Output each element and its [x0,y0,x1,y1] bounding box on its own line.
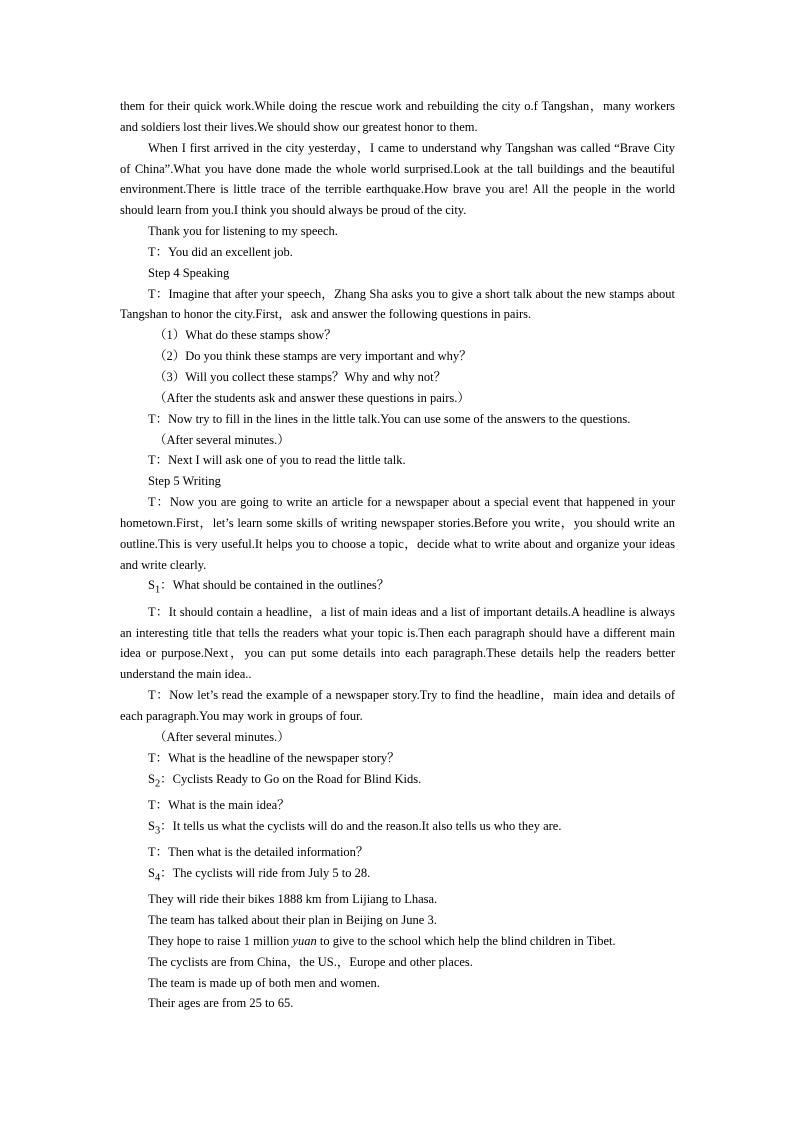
paragraph [120,221,675,242]
text-run: T：Now try to fill in the lines in the little talk.You can use some of the answers to the questions. [148,411,631,426]
text-run: The team is made up of both men and women. [148,975,380,990]
text-run: T：It should contain a headline，a list of main ideas and a list of important details.A headline is always an interesting title that tells the readers what your topic is.Then each paragraph should have a different main idea or purpose.Next，you can put some details into each paragraph.These details help the readers better understand the main idea.. [120,604,675,682]
text-run: When I first arrived in the city yesterday，I came to understand why Tangshan was called “Brave City of China”.What you have done made the whole world surprised.Look at the tall buildings and the beautiful environment.There is little trace of the terrible earthquake.How brave you are! All the people in the world should learn from you.I think you should always be proud of the city. [120,140,675,218]
text-run: T：Imagine that after your speech，Zhang Sha asks you to give a short talk about the new stamps about Tangshan to honor the city.First，ask and answer the following questions in pairs. [120,286,675,322]
text-run: ：The cyclists will ride from July 5 to 28. [160,865,371,880]
paragraph [120,346,675,367]
text-run: T：What is the main idea？ [148,797,290,812]
paragraph [120,931,675,952]
paragraph [120,388,675,409]
text-run: S [148,578,155,593]
paragraph [120,727,675,748]
text-run: Their ages are from 25 to 65. [148,996,294,1011]
text-run: T：You did an excellent job. [148,244,293,259]
text-run: Step 5 Writing [148,474,221,489]
paragraph [120,973,675,994]
paragraph [120,769,675,795]
text-run: S [148,818,155,833]
paragraph [120,325,675,346]
speaker-subscript: 3 [154,825,161,837]
paragraph [120,96,675,138]
text-run: The team has talked about their plan in Beijing on June 3. [148,913,437,928]
text-run: T：Now you are going to write an article for a newspaper about a special event that happened in your hometown.First，let’s learn some skills of writing newspaper stories.Before you write，you should write an outline.This is very useful.It helps you to choose a topic，decide what to write about and organize your ideas and write clearly. [120,495,675,572]
text-run: （After the students ask and answer these questions in pairs.） [154,390,470,405]
text-run: them for their quick work.While doing the rescue work and rebuilding the city o.f Tangshan，many workers and soldiers lost their lives.We should show our greatest honor to them. [120,99,675,134]
paragraph [120,284,675,326]
paragraph [120,430,675,451]
speaker-subscript: 4 [154,872,161,884]
paragraph [120,138,675,221]
text-run: ：Cyclists Ready to Go on the Road for Blind Kids. [160,771,422,786]
text-run: T：Now let’s read the example of a newspaper story.Try to find the headline，main idea and details of each paragraph.You may work in groups of four. [120,688,675,723]
paragraph [120,242,675,263]
text-run: T：What is the headline of the newspaper story？ [148,750,400,765]
italic-text: yuan [292,933,317,948]
text-run: They hope to raise 1 million [148,933,293,948]
text-run: to give to the school which help the blind children in Tibet. [316,933,616,948]
paragraph [120,795,675,816]
text-run: ：What should be contained in the outlines？ [160,578,390,593]
paragraph [120,889,675,910]
paragraph [120,816,675,842]
paragraph [120,602,675,685]
paragraph [120,910,675,931]
paragraph [120,492,675,575]
paragraph [120,952,675,973]
text-run: Thank you for listening to my speech. [148,224,338,239]
paragraph [120,409,675,430]
speaker-subscript: 2 [154,778,161,789]
text-run: （1）What do these stamps show？ [154,328,337,343]
paragraph [120,575,675,601]
text-run: （2）Do you think these stamps are very important and why？ [154,349,472,364]
text-run: The cyclists are from China，the US.，Europe and other places. [148,954,473,969]
text-run: ：It tells us what the cyclists will do and the reason.It also tells us who they are. [160,818,562,833]
text-run: S [148,771,155,786]
paragraph [120,748,675,769]
text-run: （3）Will you collect these stamps？Why and why not？ [154,369,447,384]
paragraph [120,471,675,492]
text-run: T：Then what is the detailed information？ [148,845,369,860]
paragraph [120,685,675,727]
paragraph [120,367,675,388]
speaker-subscript: 1 [154,584,161,596]
text-run: They will ride their bikes 1888 km from Lijiang to Lhasa. [148,892,438,907]
text-run: Step 4 Speaking [148,265,230,280]
paragraph [120,263,675,284]
paragraph [120,993,675,1014]
text-run: T：Next I will ask one of you to read the little talk. [148,453,406,468]
paragraph [120,863,675,889]
text-run: S [148,865,155,880]
document-body [120,96,675,1014]
paragraph [120,450,675,471]
text-run: （After several minutes.） [154,432,290,447]
paragraph [120,842,675,863]
text-run: （After several minutes.） [154,729,290,744]
